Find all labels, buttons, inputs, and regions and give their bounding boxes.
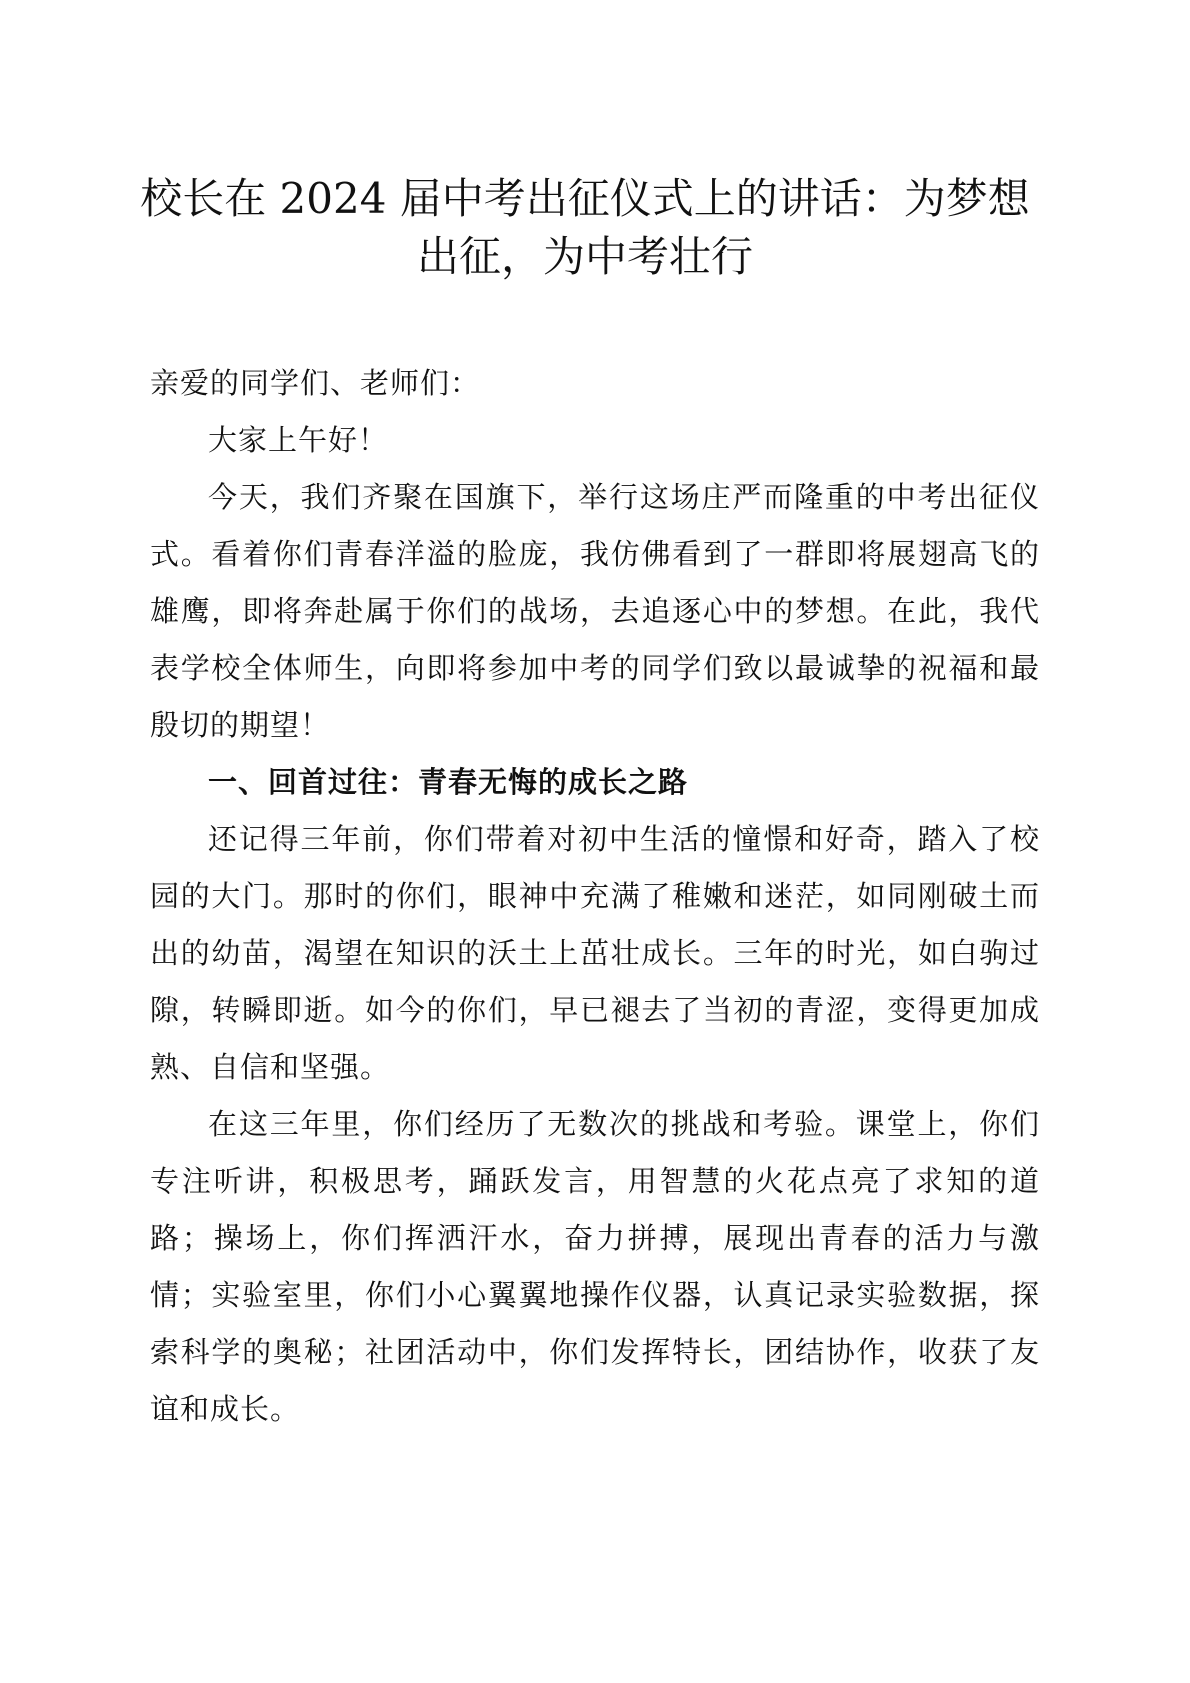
section1-paragraph: 还记得三年前，你们带着对初中生活的憧憬和好奇，踏入了校园的大门。那时的你们，眼神中充满了稚嫩和迷茫，如同刚破土而出的幼苗，渴望在知识的沃土上茁壮成长。三年的时光，如白驹过隙，转瞬即逝。如今的你们，早已褪去了当初的青涩，变得更加成熟、自信和坚强。 — [150, 822, 1040, 1084]
document-title: 校长在 2024 届中考出征仪式上的讲话：为梦想出征，为中考壮行 — [140, 174, 1030, 281]
intro-paragraph: 今天，我们齐聚在国旗下，举行这场庄严而隆重的中考出征仪式。看着你们青春洋溢的脸庞，我仿佛看到了一群即将展翅高飞的雄鹰，即将奔赴属于你们的战场，去追逐心中的梦想。在此，我代表学校全体师生，向即将参加中考的同学们致以最诚挚的祝福和最殷切的期望！ — [150, 480, 1040, 742]
section-heading-1: 一、回首过往：青春无悔的成长之路 — [208, 765, 689, 799]
section1-paragraph: 在这三年里，你们经历了无数次的挑战和考验。课堂上，你们专注听讲，积极思考，踊跃发言，用智慧的火花点亮了求知的道路；操场上，你们挥洒汗水，奋力拼搏，展现出青春的活力与激情；实验室里，你们小心翼翼地操作仪器，认真记录实验数据，探索科学的奥秘；社团活动中，你们发挥特长，团结协作，收获了友谊和成长。 — [150, 1107, 1040, 1426]
salutation: 亲爱的同学们、老师们： — [150, 366, 481, 400]
greeting: 大家上午好！ — [208, 423, 389, 457]
document-body — [150, 355, 1040, 1438]
